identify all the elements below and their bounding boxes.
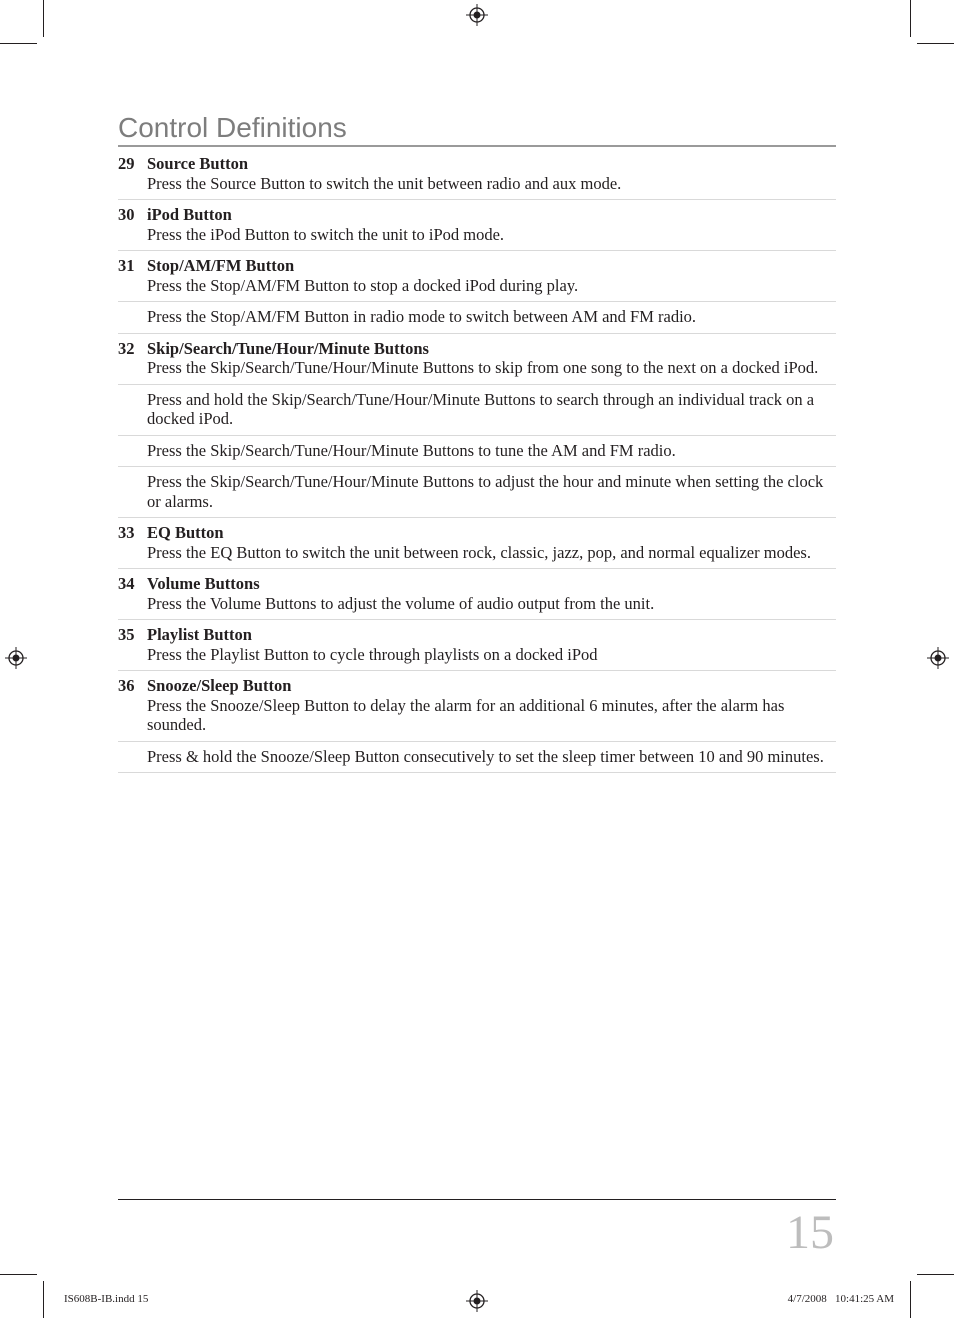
definition-row	[118, 251, 836, 302]
definition-heading: Playlist Button	[147, 625, 252, 644]
definition-number	[118, 390, 147, 429]
definition-list	[118, 149, 836, 773]
definition-heading: Snooze/Sleep Button	[147, 676, 292, 695]
definition-heading: Source Button	[147, 154, 248, 173]
definition-number: 32	[118, 338, 135, 358]
slug-datetime: 4/7/2008 10:41:25 AM	[787, 1293, 894, 1305]
definition-text: Press and hold the Skip/Search/Tune/Hour/Minute Buttons to search through an individual track on a docked iPod.	[147, 389, 815, 428]
definition-number: 29	[118, 154, 135, 173]
definition-number	[118, 747, 147, 767]
crop-mark	[917, 43, 954, 44]
definition-heading: Stop/AM/FM Button	[147, 256, 295, 275]
definition-number	[118, 441, 147, 461]
footer-rule	[118, 1199, 836, 1200]
definition-number: 36	[118, 676, 135, 695]
definition-heading: Volume Buttons	[147, 574, 260, 593]
definition-text: Press the Skip/Search/Tune/Hour/Minute Buttons to tune the AM and FM radio.	[147, 440, 676, 460]
definition-number: 34	[118, 574, 135, 593]
page-number: 15	[786, 1206, 834, 1259]
definition-number	[118, 472, 147, 511]
definition-row	[118, 302, 836, 334]
definition-row	[118, 467, 836, 518]
definition-row	[118, 200, 836, 251]
definition-row	[118, 385, 836, 436]
definition-row	[118, 742, 836, 774]
crop-mark	[910, 1281, 911, 1318]
definition-number: 30	[118, 205, 135, 224]
crop-mark	[43, 0, 44, 37]
definition-text: Press the Stop/AM/FM Button to stop a docked iPod during play.	[147, 275, 579, 295]
registration-mark-icon	[5, 647, 27, 669]
definition-row	[118, 436, 836, 468]
definition-text: Press the iPod Button to switch the unit to iPod mode.	[147, 224, 505, 244]
definition-row	[118, 518, 836, 569]
slug-file-info: IS608B-IB.indd 15	[64, 1293, 149, 1305]
definition-heading: EQ Button	[147, 523, 224, 542]
registration-mark-icon	[466, 1290, 488, 1312]
definition-text: Press the Volume Buttons to adjust the volume of audio output from the unit.	[147, 593, 655, 613]
crop-mark	[917, 1274, 954, 1275]
definition-row	[118, 334, 836, 385]
registration-mark-icon	[466, 4, 488, 26]
definition-text: Press the Snooze/Sleep Button to delay the alarm for an additional 6 minutes, after the alarm has sounded.	[147, 695, 785, 734]
title-rule	[118, 145, 836, 147]
definition-heading: iPod Button	[147, 205, 232, 224]
definition-number	[118, 307, 147, 327]
definition-text: Press the Playlist Button to cycle through playlists on a docked iPod	[147, 644, 598, 664]
definition-text: Press the Skip/Search/Tune/Hour/Minute Buttons to adjust the hour and minute when setting the clock or alarms.	[147, 472, 824, 511]
definition-text: Press the Source Button to switch the unit between radio and aux mode.	[147, 173, 622, 193]
definition-heading: Skip/Search/Tune/Hour/Minute Buttons	[147, 338, 429, 358]
definition-number: 33	[118, 523, 135, 542]
definition-text: Press the Stop/AM/FM Button in radio mode to switch between AM and FM radio.	[147, 307, 697, 326]
definition-number: 35	[118, 625, 135, 644]
definition-row	[118, 149, 836, 200]
definition-number: 31	[118, 256, 135, 275]
definition-text: Press & hold the Snooze/Sleep Button consecutively to set the sleep timer between 10 and 90 minutes.	[147, 746, 824, 766]
definition-text: Press the Skip/Search/Tune/Hour/Minute Buttons to skip from one song to the next on a docked iPod.	[147, 358, 819, 377]
crop-mark	[910, 0, 911, 37]
registration-mark-icon	[927, 647, 949, 669]
page-title: Control Definitions	[118, 112, 347, 143]
definition-row	[118, 671, 836, 742]
crop-mark	[0, 43, 37, 44]
crop-mark	[0, 1274, 37, 1275]
crop-mark	[43, 1281, 44, 1318]
definition-row	[118, 620, 836, 671]
definition-row	[118, 569, 836, 620]
definition-text: Press the EQ Button to switch the unit between rock, classic, jazz, pop, and normal equalizer modes.	[147, 542, 811, 562]
